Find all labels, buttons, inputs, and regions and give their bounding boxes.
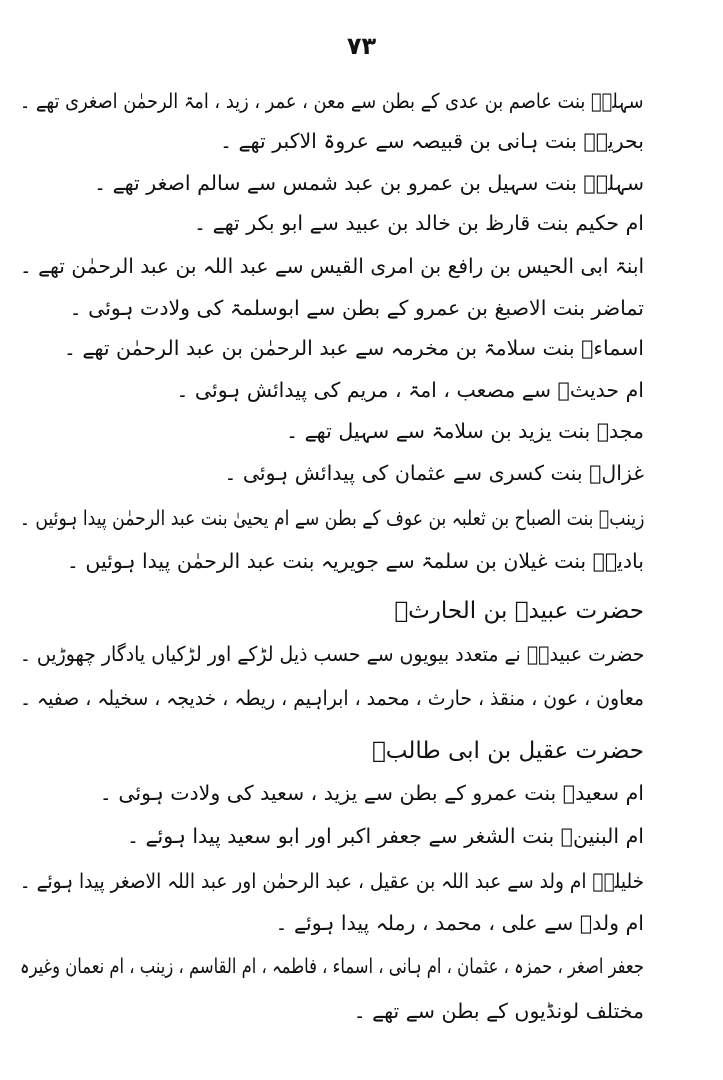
- text-line: سہلہؓ بنت عاصم بن عدی کے بطن سے معن ، عمر ، زید ، امۃ الرحمٰن اصغری تھے ۔: [20, 89, 644, 113]
- text-line: ام حکیم بنت قارظ بن خالد بن عبید سے ابو بکر تھے ۔: [194, 211, 644, 235]
- text-line: ابنۃ ابی الحیس بن رافع بن امری القیس سے عبد اللہ بن عبد الرحمٰن تھے ۔: [19, 254, 644, 278]
- text-line: اسماءؓ بنت سلامۃ بن مخرمہ سے عبد الرحمٰن بن عبد الرحمٰن تھے ۔: [63, 336, 644, 360]
- text-line: ام ولدؓ سے علی ، محمد ، رملہ پیدا ہوئے ۔: [275, 911, 644, 935]
- text-line: ام البنینؓ بنت الشغر سے جعفر اکبر اور ابو سعید پیدا ہوئے ۔: [126, 824, 644, 848]
- text-line: بحریہؓ بنت ہانی بن قبیصہ سے عروۃ الاکبر تھے ۔: [219, 129, 644, 153]
- text-line: مجدؓ بنت یزید بن سلامۃ سے سہیل تھے ۔: [286, 419, 644, 443]
- text-line: زینبؓ بنت الصباح بن ثعلبہ بن عوف کے بطن سے ام یحییٰ بنت عبد الرحمٰن پیدا ہوئیں ۔: [19, 506, 644, 530]
- section-heading: حضرت عبیدہ بن الحارثؓ: [394, 598, 644, 624]
- text-line: تماضر بنت الاصبغ بن عمرو کے بطن سے ابوسلمۃ کی ولادت ہوئی ۔: [69, 296, 644, 320]
- page-number: ۷۳: [346, 32, 377, 60]
- text-line: ام سعیدؓ بنت عمرو کے بطن سے یزید ، سعید کی ولادت ہوئی ۔: [99, 781, 644, 805]
- section-heading: حضرت عقیل بن ابی طالبؓ: [371, 738, 644, 764]
- text-line: بادیہؓ بنت غیلان بن سلمۃ سے جویریہ بنت عبد الرحمٰن پیدا ہوئیں ۔: [66, 549, 644, 573]
- text-line: ام حدیثؓ سے مصعب ، امۃ ، مریم کی پیدائش ہوئی ۔: [176, 378, 644, 402]
- text-line: حضرت عبیدہؓ نے متعدد بیویوں سے حسب ذیل لڑکے اور لڑکیاں یادگار چھوڑیں ۔: [19, 642, 644, 666]
- text-line: سہلہؓ بنت سہیل بن عمرو بن عبد شمس سے سالم اصغر تھے ۔: [94, 171, 644, 195]
- text-line: غزالؓ بنت کسری سے عثمان کی پیدائش ہوئی ۔: [224, 461, 644, 485]
- text-line: مختلف لونڈیوں کے بطن سے تھے ۔: [353, 999, 644, 1023]
- text-line: خلیلہؓ ام ولد سے عبد اللہ بن عقیل ، عبد الرحمٰن اور عبد اللہ الاصغر پیدا ہوئے ۔: [19, 869, 644, 893]
- text-line: معاون ، عون ، منقذ ، حارث ، محمد ، ابراہیم ، ریطہ ، خدیجہ ، سخیلہ ، صفیہ ۔: [19, 686, 644, 710]
- text-line: جعفر اصغر ، حمزہ ، عثمان ، ام ہانی ، اسماء ، فاطمہ ، ام القاسم ، زینب ، ام نعمان وغیرہ: [20, 954, 644, 978]
